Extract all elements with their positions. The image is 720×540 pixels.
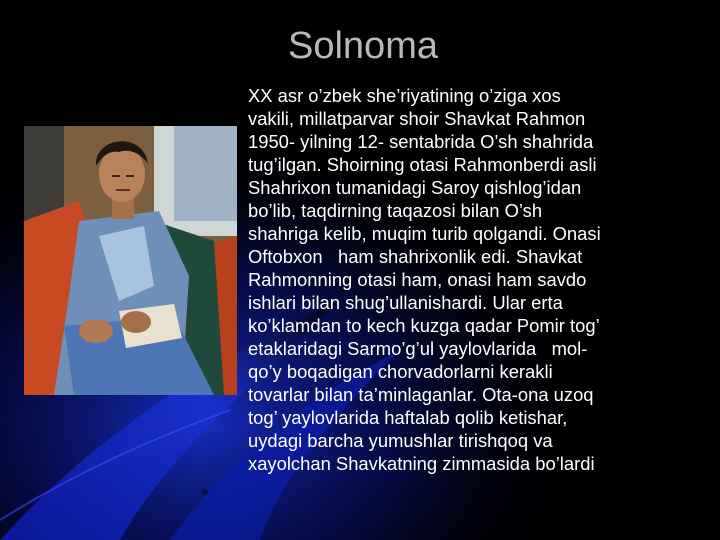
biography-line: Rahmonning otasi ham, onasi ham savdo: [248, 269, 587, 290]
biography-line: 1950- yilning 12- sentabrida O’sh shahrida: [248, 131, 594, 152]
biography-line: uydagi barcha yumushlar tirishqoq va: [248, 430, 553, 451]
biography-line: xayolchan Shavkatning zimmasida bo’lardi: [248, 453, 595, 474]
biography-line: Shahrixon tumanidagi Saroy qishlog’idan: [248, 177, 582, 198]
biography-line: bo’lib, taqdirning taqazosi bilan O’sh: [248, 200, 543, 221]
biography-line: XX asr o’zbek she’riyatining o’ziga xos: [248, 85, 561, 106]
biography-line: ishlari bilan shug’ullanishardi. Ular erta: [248, 292, 563, 313]
biography-line: etaklaridagi Sarmo’g’ul yaylovlarida mol-: [248, 338, 588, 359]
biography-text: [248, 84, 716, 475]
biography-line: tog’ yaylovlarida haftalab qolib ketishar,: [248, 407, 568, 428]
biography-line: tovarlar bilan ta’minlaganlar. Ota-ona uzoq: [248, 384, 594, 405]
biography-line: vakili, millatparvar shoir Shavkat Rahmon: [248, 108, 586, 129]
biography-line: ko’klamdan to kech kuzga qadar Pomir tog’: [248, 315, 600, 336]
portrait-painting: [24, 126, 237, 395]
biography-line: Oftobxon ham shahrixonlik edi. Shavkat: [248, 246, 583, 267]
slide-title: Solnoma: [288, 25, 438, 67]
biography-line: tug’ilgan. Shoirning otasi Rahmonberdi asli: [248, 154, 597, 175]
biography-line: qo’y boqadigan chorvadorlarni kerakli: [248, 361, 553, 382]
biography-line: shahriga kelib, muqim turib qolgandi. Onasi: [248, 223, 601, 244]
